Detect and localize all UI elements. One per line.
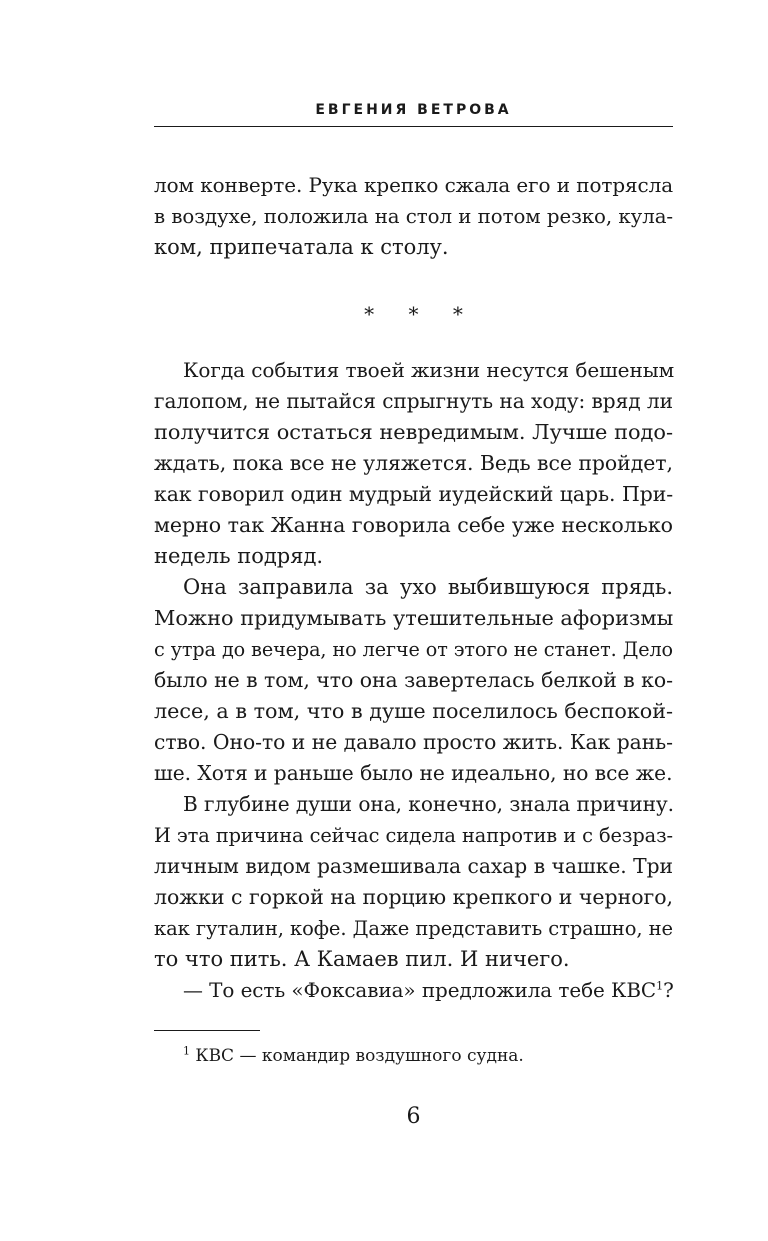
text-line: лом конверте. Рука крепко сжала его и потрясла	[154, 174, 673, 197]
dialogue-end: ?	[663, 978, 674, 1002]
footnote-text: КВС — командир воздушного судна.	[195, 1046, 524, 1066]
footnote-mark: 1	[183, 1044, 190, 1058]
footnote-rule	[154, 1030, 260, 1031]
dialogue-line	[154, 975, 673, 1006]
text-line: личным видом размешивала сахар в чашке. Три	[154, 854, 673, 878]
paragraph-2	[154, 572, 673, 789]
text-line: ком, припечатала к столу.	[154, 235, 449, 259]
text-line: то что пить. А Камаев пил. И ничего.	[154, 947, 570, 971]
page-number: 6	[406, 1104, 421, 1129]
running-header-author: ЕВГЕНИЯ ВЕТРОВА	[315, 102, 512, 118]
text-line: ждать, пока все не уляжется. Ведь все пройдет,	[154, 451, 673, 475]
text-line: недель подряд.	[154, 544, 324, 568]
text-line: лесе, а в том, что в душе поселилось беспокой-	[154, 699, 673, 723]
text-line: Она заправила за ухо выбившуюся прядь.	[183, 575, 673, 599]
text-line: галопом, не пытайся спрыгнуть на ходу: вряд ли	[154, 389, 673, 413]
footnote-reference[interactable]: 1	[656, 979, 664, 993]
text-line: И эта причина сейчас сидела напротив и с безраз-	[154, 824, 673, 847]
footnote	[183, 1044, 524, 1068]
text-line: было не в том, что она завертелась белкой в ко-	[154, 668, 673, 692]
text-line: ство. Оно-то и не давало просто жить. Как рань-	[154, 730, 673, 754]
text-line: в воздухе, положила на стол и потом резко, кула-	[154, 205, 673, 228]
header-rule	[154, 126, 673, 127]
text-line: ше. Хотя и раньше было не идеально, но все же.	[154, 761, 673, 785]
text-line: мерно так Жанна говорила себе уже несколько	[154, 513, 673, 537]
text-line: Когда события твоей жизни несутся бешеным	[183, 358, 675, 382]
paragraph-1	[154, 355, 673, 572]
paragraph-3	[154, 789, 673, 975]
text-line: В глубине души она, конечно, знала причину.	[183, 792, 675, 816]
text-line: получится остаться невредимым. Лучше подо-	[154, 420, 673, 444]
text-line: как говорил один мудрый иудейский царь. При-	[154, 482, 674, 506]
body-text	[154, 355, 673, 1006]
opening-text	[154, 170, 673, 263]
text-line: с утра до вечера, но легче от этого не станет. Дело	[154, 638, 673, 661]
dialogue-text: — То есть «Фоксавиа» предложила тебе КВС	[183, 978, 657, 1002]
text-line: Можно придумывать утешительные афоризмы	[154, 606, 674, 630]
text-line: ложки с горкой на порцию крепкого и черного,	[154, 885, 673, 909]
section-separator: * * *	[364, 302, 477, 326]
text-line: как гуталин, кофе. Даже представить страшно, не	[154, 917, 673, 940]
